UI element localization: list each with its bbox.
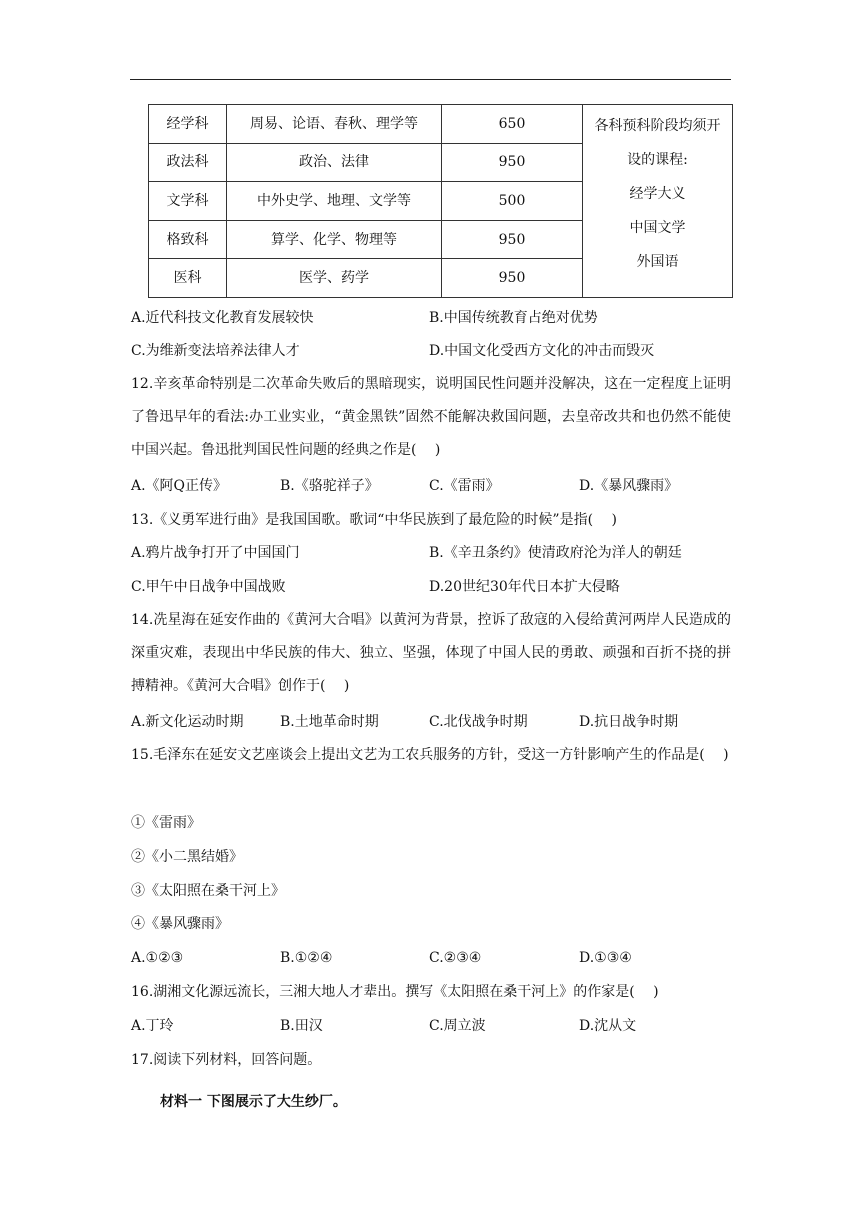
note-line: 经学大义 [629, 186, 686, 202]
curriculum-table [148, 104, 733, 298]
q13-option-b: B.《辛丑条约》使清政府沦为洋人的朝廷 [429, 545, 682, 561]
hours-cell: 500 [442, 182, 583, 221]
courses-cell: 医学、药学 [227, 259, 442, 298]
q11-option-b: B.中国传统教育占绝对优势 [429, 310, 598, 326]
note-line: 设的课程: [627, 152, 688, 168]
hours-cell: 650 [442, 105, 583, 144]
q16-option-d: D.沈从文 [579, 1018, 637, 1034]
hours-cell: 950 [442, 220, 583, 259]
hours-cell: 950 [442, 143, 583, 182]
table-row [149, 105, 733, 144]
q12-option-b: B.《骆驼祥子》 [280, 478, 379, 494]
q15-item: ②《小二黑结婚》 [131, 849, 243, 865]
common-courses-note [583, 105, 733, 298]
q15-item: ③《太阳照在桑干河上》 [131, 883, 285, 899]
note-line: 外国语 [636, 254, 679, 270]
q16-stem: 16.湖湘文化源远流长，三湘大地人才辈出。撰写《太阳照在桑干河上》的作家是( ) [131, 984, 659, 1000]
q12-option-d: D.《暴风骤雨》 [579, 478, 679, 494]
q14-option-c: C.北伐战争时期 [429, 714, 528, 730]
q12-stem: 12.辛亥革命特别是二次革命失败后的黑暗现实，说明国民性问题并没解决，这在一定程度上证明了鲁迅早年的看法:办工业实业，“黄金黑铁”固然不能解决救国问题，去皇帝改共和也仍然不能使中国兴起。鲁迅批判国民性问题的经典之作是( ) [131, 376, 731, 458]
q15-stem: 15.毛泽东在延安文艺座谈会上提出文艺为工农兵服务的方针，受这一方针影响产生的作品是( ) [131, 747, 729, 763]
q13-option-a: A.鸦片战争打开了中国国门 [131, 545, 300, 561]
q13-stem: 13.《义勇军进行曲》是我国国歌。歌词“中华民族到了最危险的时候”是指( ) [131, 512, 617, 528]
q12-option-a: A.《阿Q正传》 [131, 478, 228, 494]
q15-item: ①《雷雨》 [131, 815, 201, 831]
q15-option-a: A.①②③ [131, 950, 184, 966]
q14-option-d: D.抗日战争时期 [579, 714, 679, 730]
courses-cell: 周易、论语、春秋、理学等 [227, 105, 442, 144]
header-rule [130, 79, 731, 80]
q15-option-c: C.②③④ [429, 950, 482, 966]
subject-cell: 格致科 [149, 220, 227, 259]
subject-cell: 政法科 [149, 143, 227, 182]
q13-option-d: D.20世纪30年代日本扩大侵略 [429, 579, 620, 595]
courses-cell: 算学、化学、物理等 [227, 220, 442, 259]
courses-cell: 中外史学、地理、文学等 [227, 182, 442, 221]
q15-item: ④《暴风骤雨》 [131, 916, 229, 932]
q16-option-b: B.田汉 [280, 1018, 323, 1034]
note-line: 中国文学 [629, 220, 686, 236]
q13-option-c: C.甲午中日战争中国战败 [131, 579, 286, 595]
material-one-caption: 材料一 下图展示了大生纱厂。 [160, 1094, 347, 1110]
q17-stem: 17.阅读下列材料，回答问题。 [131, 1052, 322, 1068]
hours-cell: 950 [442, 259, 583, 298]
q15-option-d: D.①③④ [579, 950, 632, 966]
q14-stem: 14.冼星海在延安作曲的《黄河大合唱》以黄河为背景，控诉了敌寇的入侵给黄河两岸人民造成的深重灾难，表现出中华民族的伟大、独立、坚强，体现了中国人民的勇敢、顽强和百折不挠的拼搏精神。《黄河大合唱》创作于( ) [131, 612, 731, 694]
q16-option-a: A.丁玲 [131, 1018, 174, 1034]
q11-option-a: A.近代科技文化教育发展较快 [131, 310, 314, 326]
q14-option-b: B.土地革命时期 [280, 714, 379, 730]
q15-option-b: B.①②④ [280, 950, 333, 966]
subject-cell: 医科 [149, 259, 227, 298]
q11-option-c: C.为维新变法培养法律人才 [131, 343, 300, 359]
q12-option-c: C.《雷雨》 [429, 478, 500, 494]
courses-cell: 政治、法律 [227, 143, 442, 182]
note-line: 各科预科阶段均须开 [594, 118, 721, 134]
q16-option-c: C.周立波 [429, 1018, 486, 1034]
subject-cell: 文学科 [149, 182, 227, 221]
q11-option-d: D.中国文化受西方文化的冲击而毁灭 [429, 343, 655, 359]
subject-cell: 经学科 [149, 105, 227, 144]
q14-option-a: A.新文化运动时期 [131, 714, 244, 730]
